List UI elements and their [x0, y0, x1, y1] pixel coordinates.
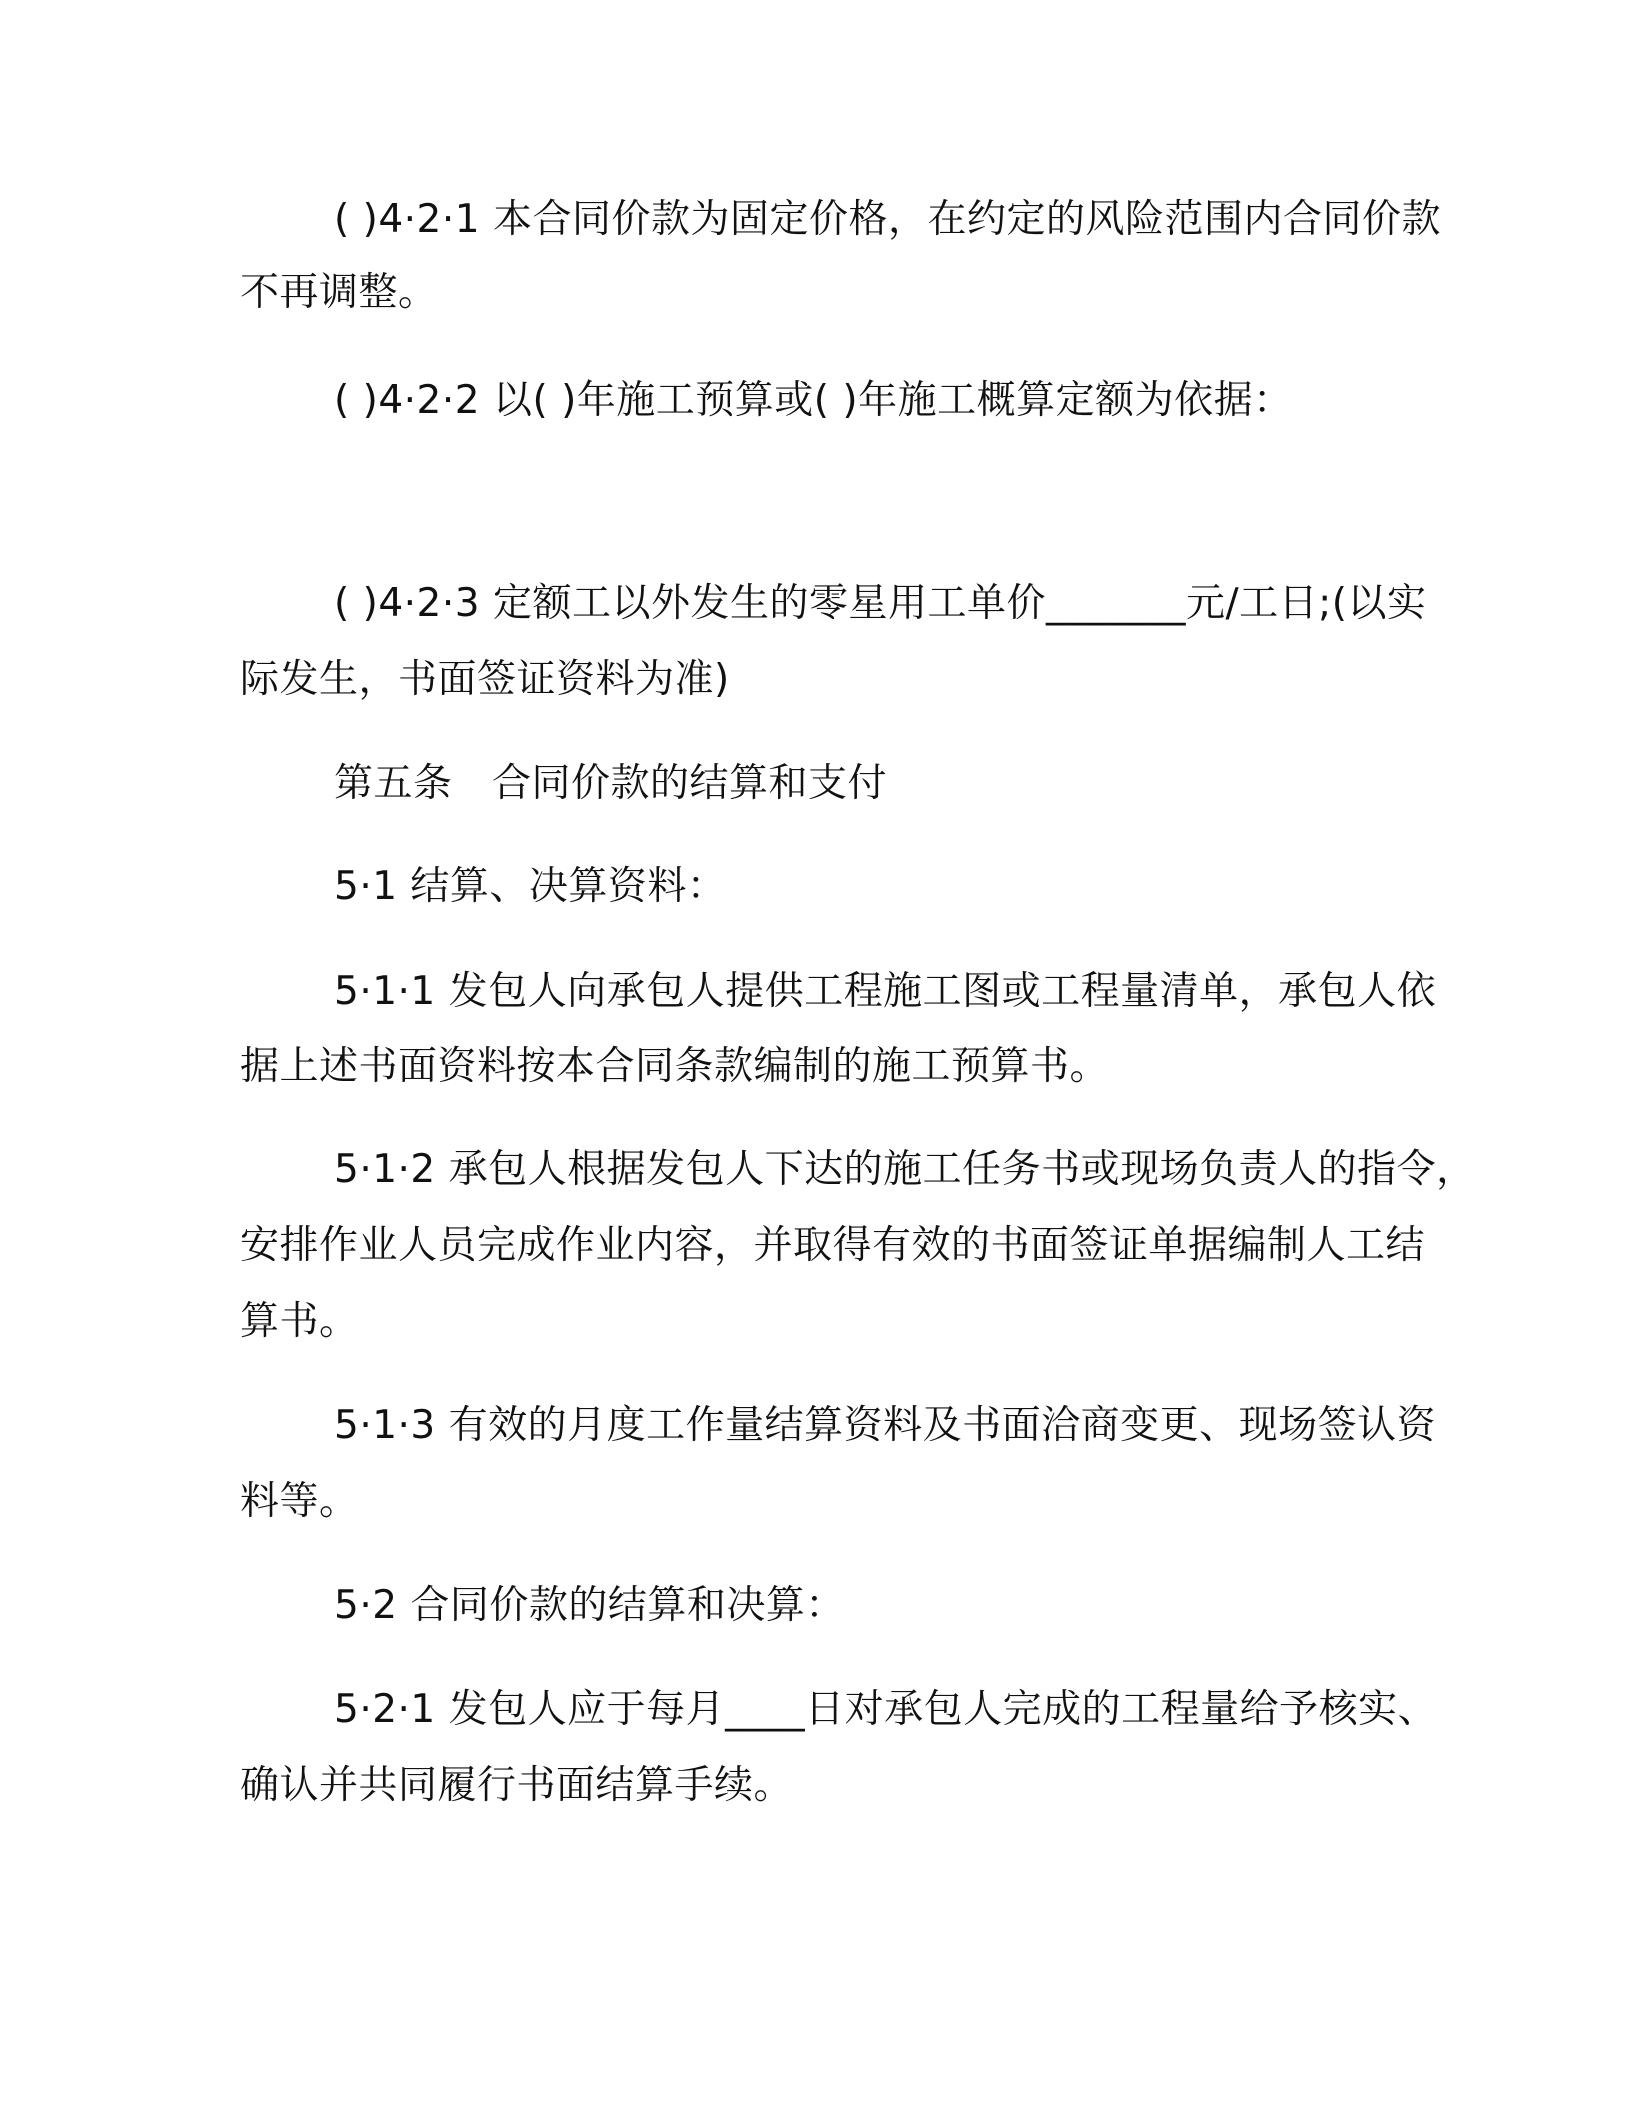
clause-5-1-2-line-2: 安排作业人员完成作业内容，并取得有效的书面签证单据编制人工结	[240, 1223, 1426, 1268]
clause-4-2-1-line-1: ( )4·2·1 本合同价款为固定价格，在约定的风险范围内合同价款	[334, 197, 1441, 242]
clause-5-1-2-line-1: 5·1·2 承包人根据发包人下达的施工任务书或现场负责人的指令，	[334, 1147, 1476, 1192]
clause-4-2-2-line-1: ( )4·2·2 以( )年施工预算或( )年施工概算定额为依据：	[334, 378, 1293, 423]
clause-5-1-3-line-2: 料等。	[240, 1479, 359, 1524]
clause-5-1-1-line-2: 据上述书面资料按本合同条款编制的施工预算书。	[240, 1044, 1110, 1089]
clause-5-1-2-line-3: 算书。	[240, 1299, 359, 1344]
clause-5-1-line-1: 5·1 结算、决算资料：	[334, 864, 727, 909]
clause-4-2-1-line-2: 不再调整。	[240, 270, 438, 315]
clause-4-2-3-line-1: ( )4·2·3 定额工以外发生的零星用工单价_______元/工日;(以实	[334, 581, 1427, 626]
clause-4-2-3-line-2: 际发生，书面签证资料为准)	[240, 657, 730, 702]
clause-5-2-line-1: 5·2 合同价款的结算和决算：	[334, 1583, 845, 1628]
clause-5-2-1-line-2: 确认并共同履行书面结算手续。	[240, 1763, 794, 1808]
clause-5-1-1-line-1: 5·1·1 发包人向承包人提供工程施工图或工程量清单，承包人依	[334, 969, 1437, 1014]
article-5-heading: 第五条 合同价款的结算和支付	[334, 761, 888, 806]
clause-5-2-1-line-1: 5·2·1 发包人应于每月____日对承包人完成的工程量给予核实、	[334, 1687, 1438, 1732]
clause-5-1-3-line-1: 5·1·3 有效的月度工作量结算资料及书面洽商变更、现场签认资	[334, 1403, 1437, 1448]
